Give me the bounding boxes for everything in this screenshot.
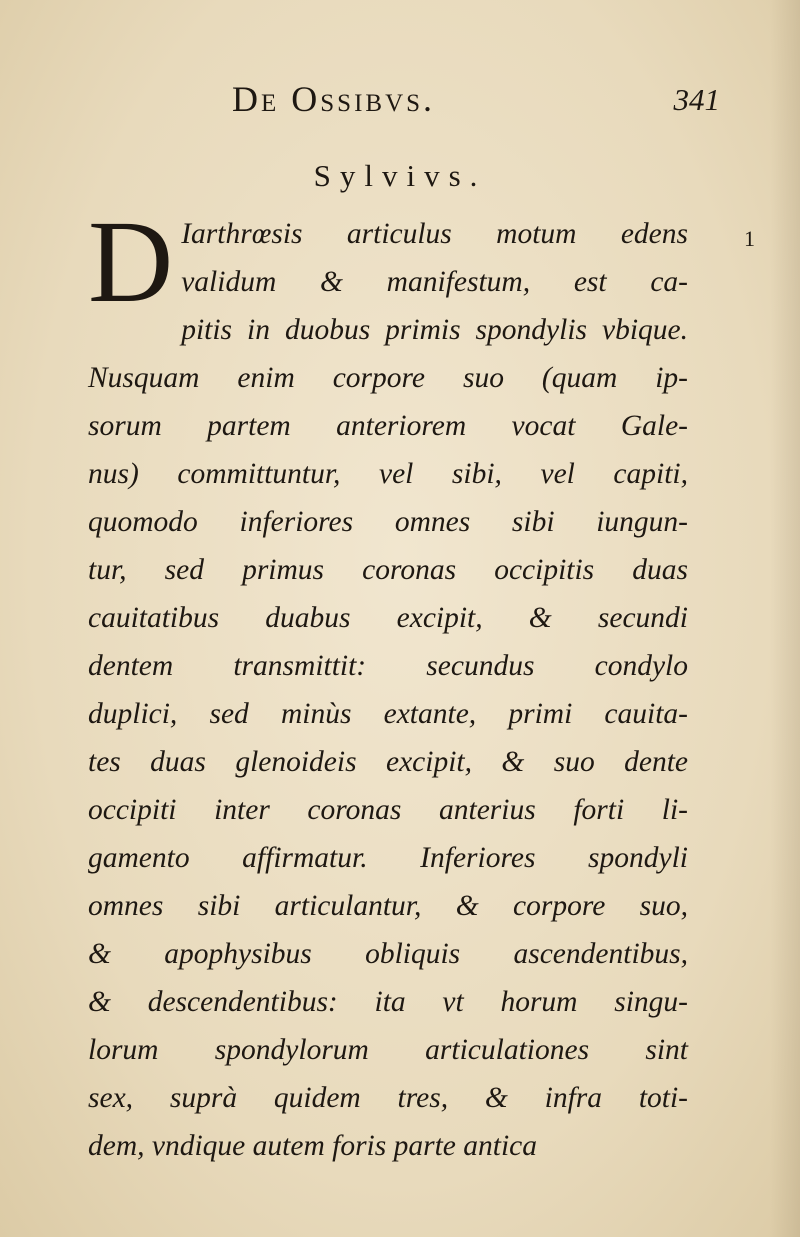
text-line: nus) committuntur, vel sibi, vel capiti, bbox=[88, 458, 688, 490]
body-text bbox=[88, 196, 688, 1170]
running-head bbox=[232, 78, 732, 138]
text-line: lorum spondylorum articulationes sint bbox=[88, 1034, 688, 1066]
text-line: tur, sed primus coronas occipitis duas bbox=[88, 554, 688, 586]
text-line: Nusquam enim corpore suo (quam ip- bbox=[88, 362, 688, 394]
text-line: sorum partem anteriorem vocat Gale- bbox=[88, 410, 688, 442]
text-line: duplici, sed minùs extante, primi cauita- bbox=[88, 698, 688, 730]
drop-cap: D bbox=[88, 196, 174, 327]
section-heading: Sylvivs. bbox=[313, 158, 487, 193]
margin-note: 1 bbox=[744, 226, 755, 251]
text-line: & apophysibus obliquis ascendentibus, bbox=[88, 938, 688, 970]
page-number: 341 bbox=[673, 82, 720, 117]
text-line: tes duas glenoideis excipit, & suo dente bbox=[88, 746, 688, 778]
text-line: pitis in duobus primis spondylis vbique. bbox=[181, 314, 688, 346]
text-line: dem, vndique autem foris parte antica bbox=[88, 1130, 537, 1162]
text-line: quomodo inferiores omnes sibi iungun- bbox=[88, 506, 688, 538]
text-line: cauitatibus duabus excipit, & secundi bbox=[88, 602, 688, 634]
text-line: dentem transmittit: secundus condylo bbox=[88, 650, 688, 682]
text-line: gamento affirmatur. Inferiores spondyli bbox=[88, 842, 688, 874]
text-line: validum & manifestum, est ca- bbox=[181, 266, 688, 298]
text-line: & descendentibus: ita vt horum singu- bbox=[88, 986, 688, 1018]
text-line: sex, suprà quidem tres, & infra toti- bbox=[88, 1082, 688, 1114]
running-head-title: De Ossibvs. bbox=[232, 79, 436, 119]
text-line: omnes sibi articulantur, & corpore suo, bbox=[88, 890, 688, 922]
text-line: Iarthrœsis articulus motum edens bbox=[181, 218, 688, 250]
page-edge-shadow bbox=[770, 0, 800, 1237]
text-line: occipiti inter coronas anterius forti li- bbox=[88, 794, 688, 826]
